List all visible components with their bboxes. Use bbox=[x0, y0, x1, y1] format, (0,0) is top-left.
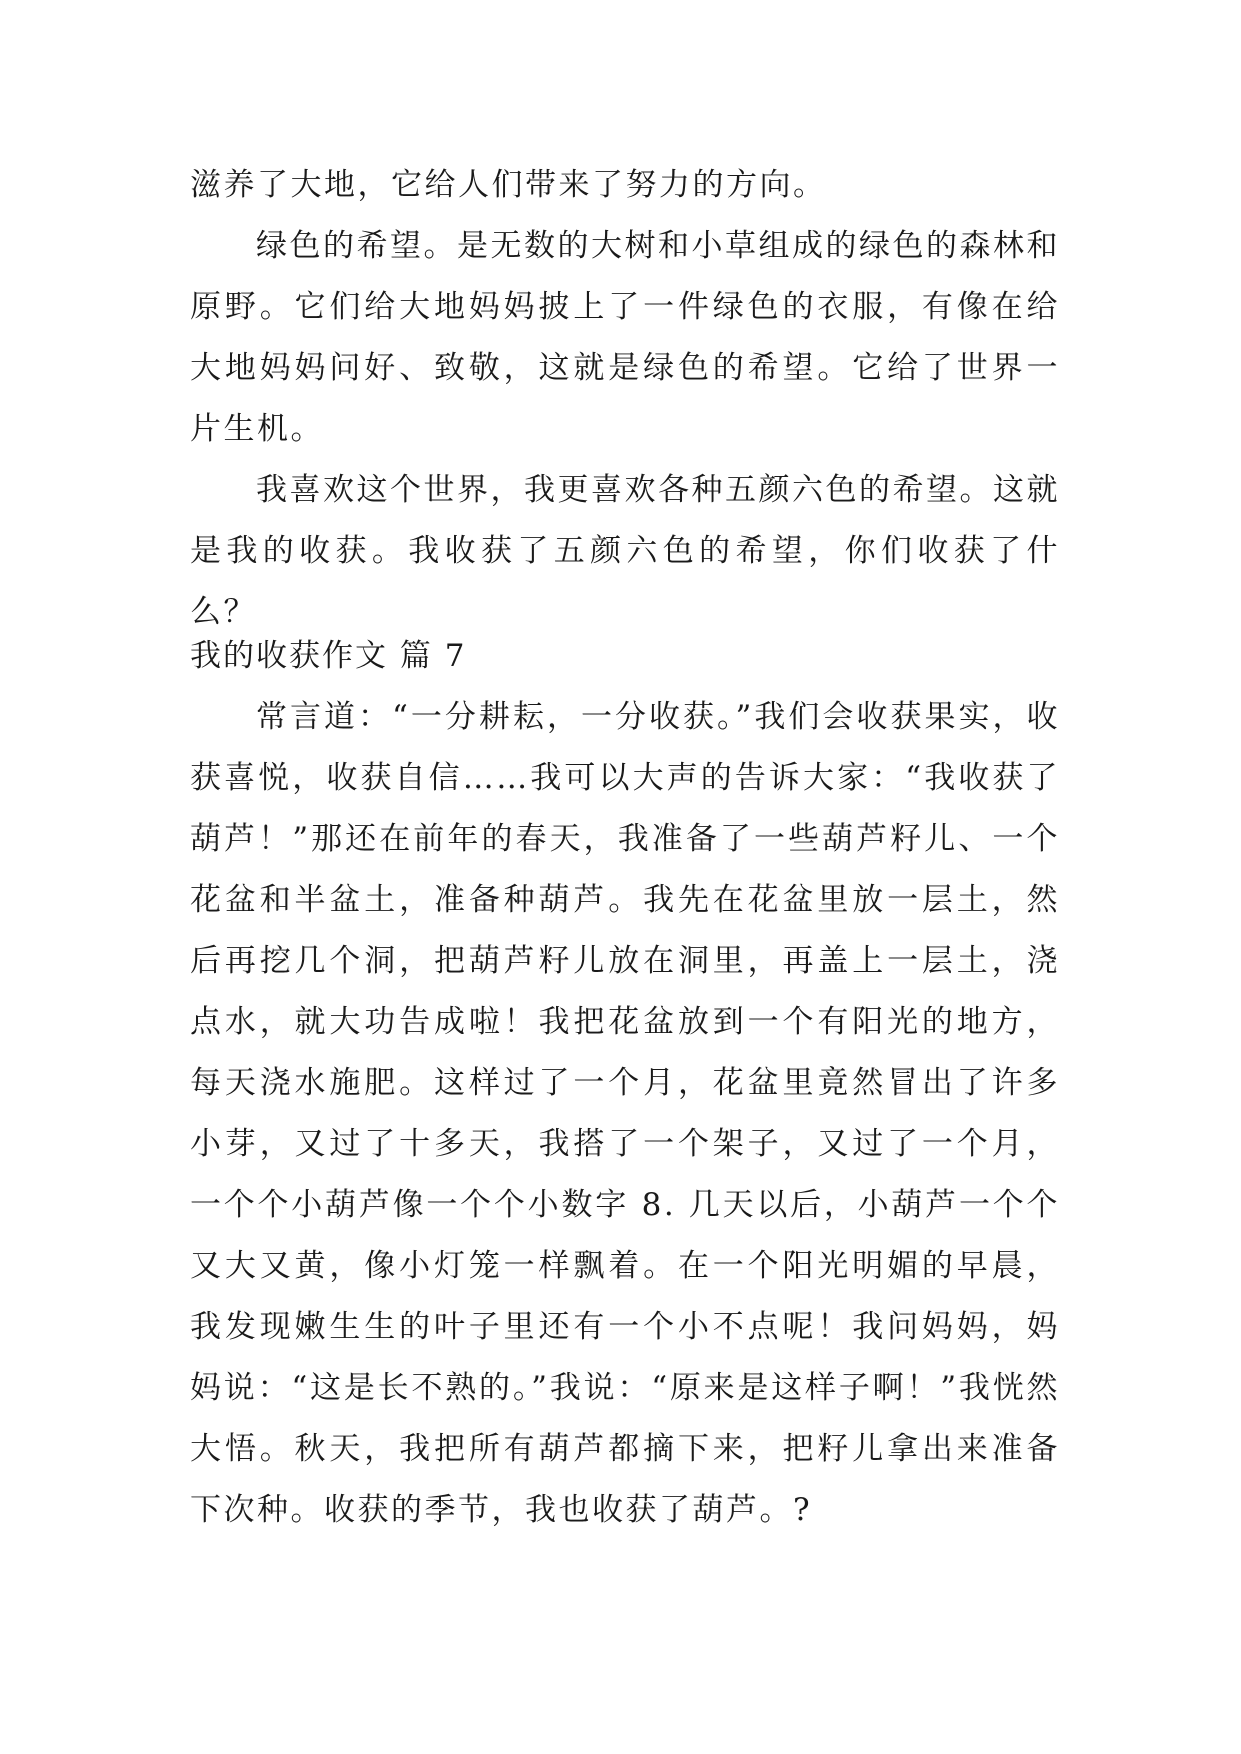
paragraph-continued: 滋养了大地，它给人们带来了努力的方向。 bbox=[190, 167, 827, 203]
essay-section-continued bbox=[190, 155, 1060, 643]
paragraph-gourd-story: 常言道：“一分耕耘，一分收获。”我们会收获果实，收获喜悦，收获自信……我可以大声的告诉大家：“我收获了葫芦！”那还在前年的春天，我准备了一些葫芦籽儿、一个花盆和半盆土，准备种葫芦。我先在花盆里放一层土，然后再挖几个洞，把葫芦籽儿放在洞里，再盖上一层土，浇点水，就大功告成啦！我把花盆放到一个有阳光的地方，每天浇水施肥。这样过了一个月，花盆里竟然冒出了许多小芽，又过了十多天，我搭了一个架子，又过了一个月，一个个小葫芦像一个个小数字 8. 几天以后，小葫芦一个个又大又黄，像小灯笼一样飘着。在一个阳光明媚的早晨，我发现嫩生生的叶子里还有一个小不点呢！我问妈妈，妈妈说：“这是长不熟的。”我说：“原来是这样子啊！”我恍然大悟。秋天，我把所有葫芦都摘下来，把籽儿拿出来准备下次种。收获的季节，我也收获了葫芦。? bbox=[190, 699, 1060, 1528]
essay-section-7 bbox=[190, 687, 1060, 1541]
paragraph-green-hope: 绿色的希望。是无数的大树和小草组成的绿色的森林和原野。它们给大地妈妈披上了一件绿色的衣服，有像在给大地妈妈问好、致敬，这就是绿色的希望。它给了世界一片生机。 bbox=[190, 228, 1060, 447]
essay-heading: 我的收获作文 篇 7 bbox=[190, 638, 467, 674]
paragraph-conclusion: 我喜欢这个世界，我更喜欢各种五颜六色的希望。这就是我的收获。我收获了五颜六色的希望，你们收获了什么？ bbox=[190, 472, 1060, 630]
